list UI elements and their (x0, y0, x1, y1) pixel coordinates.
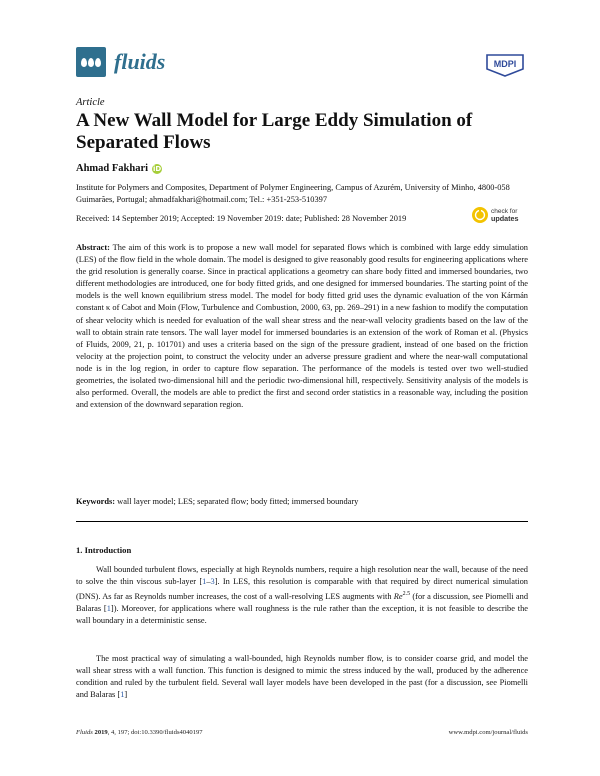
citation-link[interactable]: 1 (106, 604, 111, 614)
reynolds-symbol: Re (393, 591, 403, 601)
keywords-label: Keywords: (76, 497, 116, 506)
exponent: 2.5 (402, 591, 411, 598)
text-run: (for a discussion, see Piomelli and Balaras [ (76, 591, 529, 614)
mdpi-logo (483, 52, 527, 78)
text-run: Wall bounded turbulent flows, especially at high Reynolds numbers, require a high resolution near the wall, because of the need to solve the thin viscous sub-layer [ (76, 565, 528, 587)
abstract (76, 242, 528, 411)
publication-dates: Received: 14 September 2019; Accepted: 19 November 2019: date; Published: 28 November 2019 (76, 214, 407, 223)
orcid-icon[interactable]: iD (152, 164, 162, 173)
text-run: ] (124, 690, 128, 700)
citation-link[interactable]: 3 (210, 577, 215, 587)
footer-doi: , 4, 197; doi:10.3390/fluids4040197 (107, 729, 203, 736)
citation-link[interactable]: 1 (120, 690, 125, 700)
footer-citation (76, 729, 203, 736)
article-type: Article (76, 97, 105, 108)
publisher-name: MDPI (493, 59, 517, 69)
affiliation: Institute for Polymers and Composites, Department of Polymer Engineering, Campus of Azurém, University of Minho, 4800-058 Guimarães, Portugal; ahmadfakhari@hotmail.com; Tel.: +351-253-510397 (76, 183, 510, 204)
text-run: ]). Moreover, for applications where wall roughness is the rule rather than the exception, it is not feasible to describe the wall boundary in a deterministic sense. (76, 604, 528, 626)
citation-link[interactable]: 1 (202, 577, 207, 587)
text-run: – (206, 577, 211, 587)
abstract-text: The aim of this work is to propose a new wall model for separated flows which is combined with large eddy simulation (LES) of the flow field in the whole domain. The model is designed to give reasonably good results for engineering applications where the grid resolution is generally coarse. Since in practical applications a geometry can share body fitted and immersed boundaries, two different methodologies are introduced, one for body fitted grids, and one designed for immersed boundaries. The starting point of the models is the well known equilibrium stress model. The model for body fitted grid uses the dynamic evaluation of the von Kármán constant κ of Cabot and Moin (Flow, Turbulence and Combustion, 2000, 63, pp. 269–291) in a new fashion to modify the computation of shear velocity which is needed for evaluation of the wall shear stress and the near-wall velocity gradients based on the law of the wall to obtain strain rate tensors. The wall layer model for immersed boundaries is an extension of the work of Roman et al. (Physics of Fluids, 2009, 21, p. 101701) and uses a criteria based on the sign of the pressure gradient, instead of one based on the friction velocity at the projection point, to construct the velocity under an adverse pressure gradient and where the near-wall computational node is in the log region, in order to capture flow separation. The performance of the models is tested over two well-studied geometries, the isolated two-dimensional hill and the periodic two-dimensional hill, respectively. Sensitivity analysis of the models is also performed. Overall, the models are able to predict the first and second order statistics in a reasonable way, including the position and extension of the downward separation region. (76, 243, 528, 410)
mdpi-logo-icon (483, 52, 527, 78)
footer-journal: Fluids (76, 729, 93, 736)
text-run: The most practical way of simulating a wall-bounded, high Reynolds number flow, is to consider coarse grid, and model the wall shear stress with a wall function. This function is designed to mimic the stress induced by the wall, produced by the adherence condition and ruled by the turbulent field. Several wall layer models have been developed in the past (for a discussion, see Piomelli and Balaras [ (76, 654, 528, 700)
intro-paragraph-2 (76, 653, 528, 701)
journal-logo (76, 47, 106, 77)
keywords-text: wall layer model; LES; separated flow; body fitted; immersed boundary (117, 497, 359, 506)
text-run: ]. In LES, this resolution is comparable with that required by direct numerical simulation (DNS). As far as Reynolds number increases, the cost of a wall-resolving LES augments with (76, 577, 528, 601)
keywords (76, 497, 528, 506)
section-heading: 1. Introduction (76, 545, 132, 555)
check-updates-line1: check for (491, 207, 518, 215)
footer-year: 2019 (94, 729, 108, 736)
article-title: A New Wall Model for Large Eddy Simulation of Separated Flows (76, 110, 473, 153)
section-divider (76, 521, 528, 522)
author-line (76, 163, 162, 174)
page-footer (76, 729, 528, 736)
author-name: Ahmad Fakhari (76, 163, 149, 174)
journal-name: fluids (114, 49, 166, 74)
check-for-updates-badge[interactable] (472, 207, 519, 223)
check-updates-line2: updates (491, 213, 519, 223)
abstract-label: Abstract: (76, 243, 110, 252)
check-updates-icon (472, 207, 488, 223)
footer-url[interactable]: www.mdpi.com/journal/fluids (448, 729, 528, 736)
intro-paragraph-1 (76, 564, 528, 627)
